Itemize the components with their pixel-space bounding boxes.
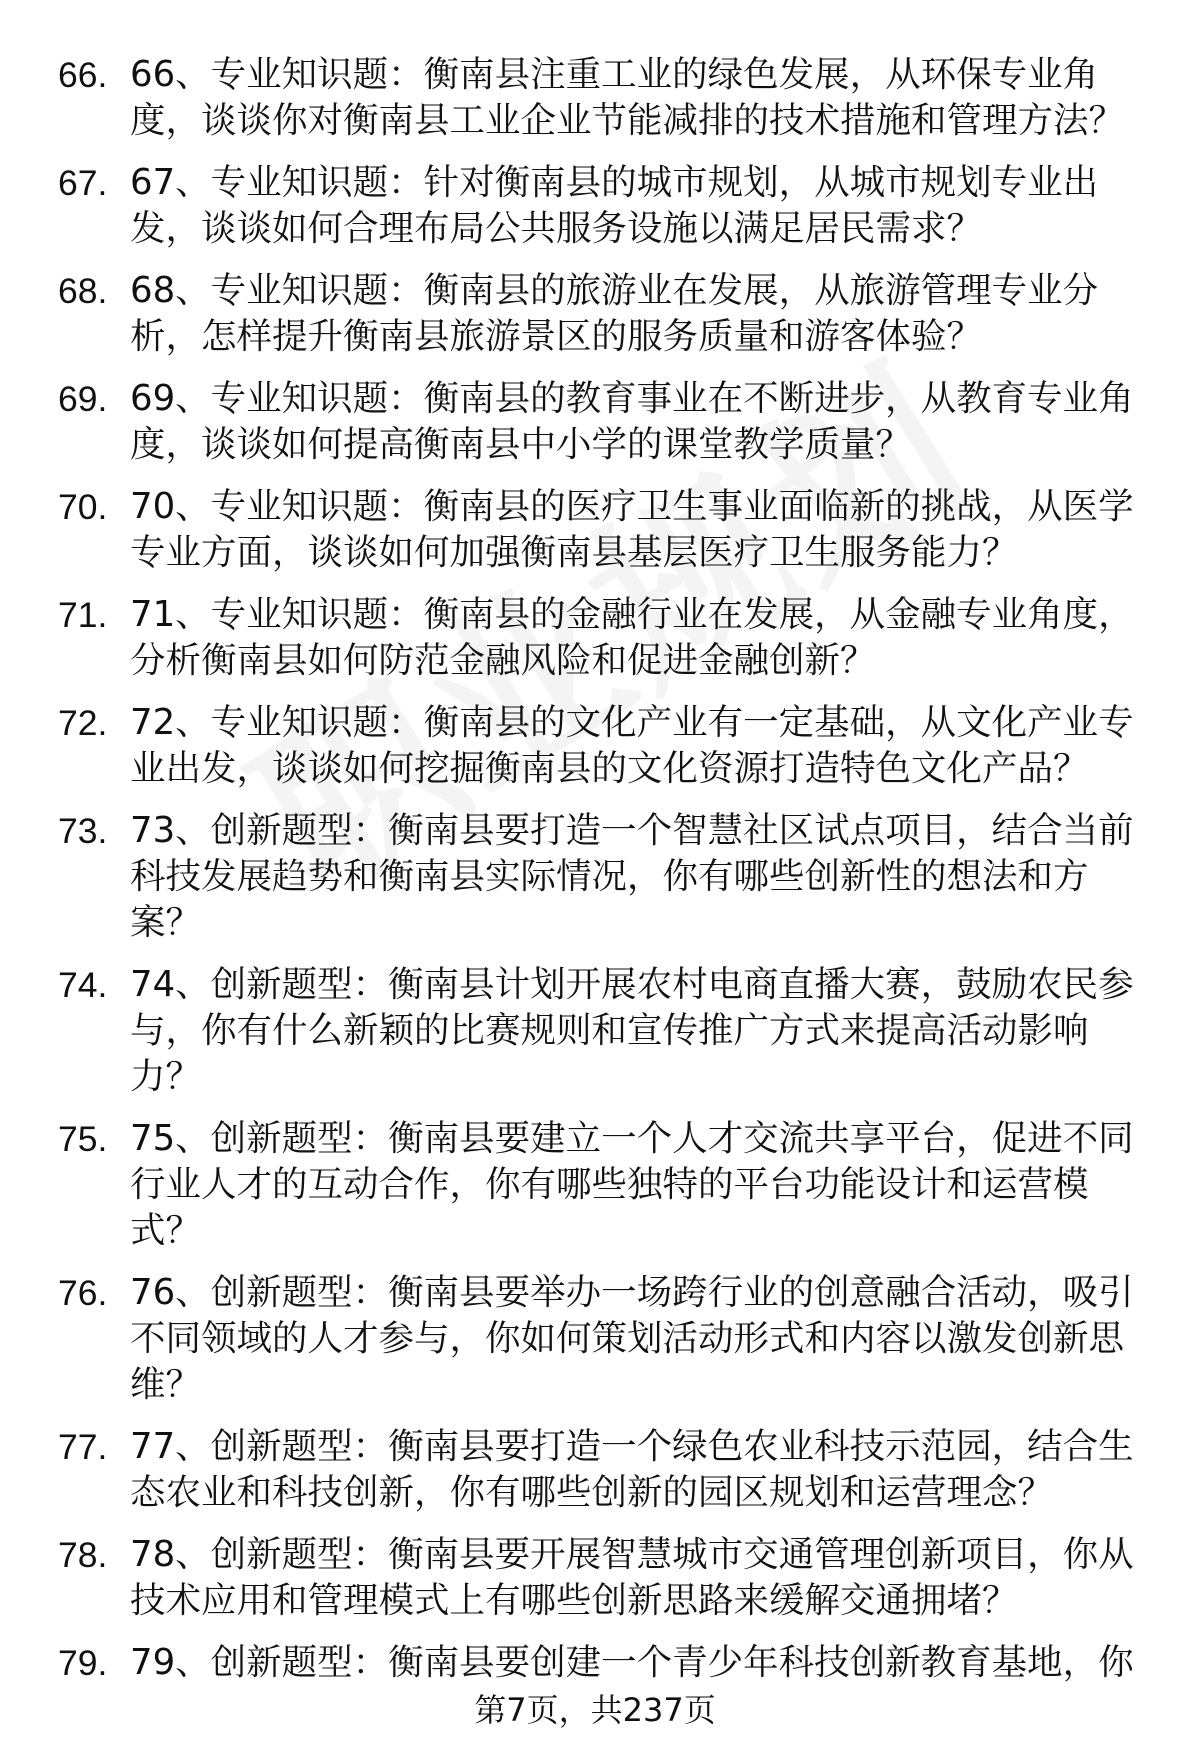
list-item <box>58 962 1158 1100</box>
list-item <box>58 268 1158 360</box>
item-number: 74. <box>58 965 108 1005</box>
item-number: 72. <box>58 703 108 743</box>
item-text: 74、创新题型：衡南县计划开展农村电商直播大赛，鼓励农民参与，你有什么新颖的比赛规则和宣传推广方式来提高活动影响力？ <box>130 964 1134 1097</box>
item-text: 66、专业知识题：衡南县注重工业的绿色发展，从环保专业角度，谈谈你对衡南县工业企业节能减排的技术措施和管理方法？ <box>130 54 1125 141</box>
list-item <box>58 1116 1158 1254</box>
item-number: 78. <box>58 1535 108 1575</box>
list-item <box>58 52 1158 144</box>
item-text: 70、专业知识题：衡南县的医疗卫生事业面临新的挑战，从医学专业方面，谈谈如何加强衡南县基层医疗卫生服务能力？ <box>130 486 1134 573</box>
item-number: 79. <box>58 1643 108 1683</box>
list-item <box>58 376 1158 468</box>
list-item <box>58 1640 1158 1686</box>
item-number: 75. <box>58 1119 108 1159</box>
list-item <box>58 160 1158 252</box>
item-number: 69. <box>58 379 108 419</box>
item-text: 79、创新题型：衡南县要创建一个青少年科技创新教育基地，你 <box>130 1642 1134 1683</box>
list-item <box>58 484 1158 576</box>
list-item <box>58 700 1158 792</box>
question-list <box>58 52 1158 1702</box>
item-number: 70. <box>58 487 108 527</box>
item-number: 73. <box>58 811 108 851</box>
list-item <box>58 1424 1158 1516</box>
item-number: 66. <box>58 55 108 95</box>
item-text: 71、专业知识题：衡南县的金融行业在发展，从金融专业角度，分析衡南县如何防范金融风险和促进金融创新？ <box>130 594 1134 681</box>
item-number: 71. <box>58 595 108 635</box>
item-text: 75、创新题型：衡南县要建立一个人才交流共享平台，促进不同行业人才的互动合作，你有哪些独特的平台功能设计和运营模式？ <box>130 1118 1134 1251</box>
item-number: 76. <box>58 1273 108 1313</box>
item-text: 69、专业知识题：衡南县的教育事业在不断进步，从教育专业角度，谈谈如何提高衡南县中小学的课堂教学质量？ <box>130 378 1134 465</box>
list-item <box>58 1270 1158 1408</box>
item-number: 67. <box>58 163 108 203</box>
item-number: 68. <box>58 271 108 311</box>
item-text: 73、创新题型：衡南县要打造一个智慧社区试点项目，结合当前科技发展趋势和衡南县实际情况，你有哪些创新性的想法和方案？ <box>130 810 1134 943</box>
item-text: 76、创新题型：衡南县要举办一场跨行业的创意融合活动，吸引不同领域的人才参与，你如何策划活动形式和内容以激发创新思维？ <box>130 1272 1134 1405</box>
item-number: 77. <box>58 1427 108 1467</box>
item-text: 72、专业知识题：衡南县的文化产业有一定基础，从文化产业专业出发，谈谈如何挖掘衡南县的文化资源打造特色文化产品？ <box>130 702 1134 789</box>
item-text: 78、创新题型：衡南县要开展智慧城市交通管理创新项目，你从技术应用和管理模式上有哪些创新思路来缓解交通拥堵？ <box>130 1534 1134 1621</box>
list-item <box>58 1532 1158 1624</box>
item-text: 67、专业知识题：针对衡南县的城市规划，从城市规划专业出发，谈谈如何合理布局公共服务设施以满足居民需求？ <box>130 162 1099 249</box>
item-text: 77、创新题型：衡南县要打造一个绿色农业科技示范园，结合生态农业和科技创新，你有哪些创新的园区规划和运营理念？ <box>130 1426 1134 1513</box>
list-item <box>58 592 1158 684</box>
page-footer: 第7页，共237页 <box>474 1691 716 1729</box>
list-item <box>58 808 1158 946</box>
item-text: 68、专业知识题：衡南县的旅游业在发展，从旅游管理专业分析，怎样提升衡南县旅游景区的服务质量和游客体验？ <box>130 270 1099 357</box>
